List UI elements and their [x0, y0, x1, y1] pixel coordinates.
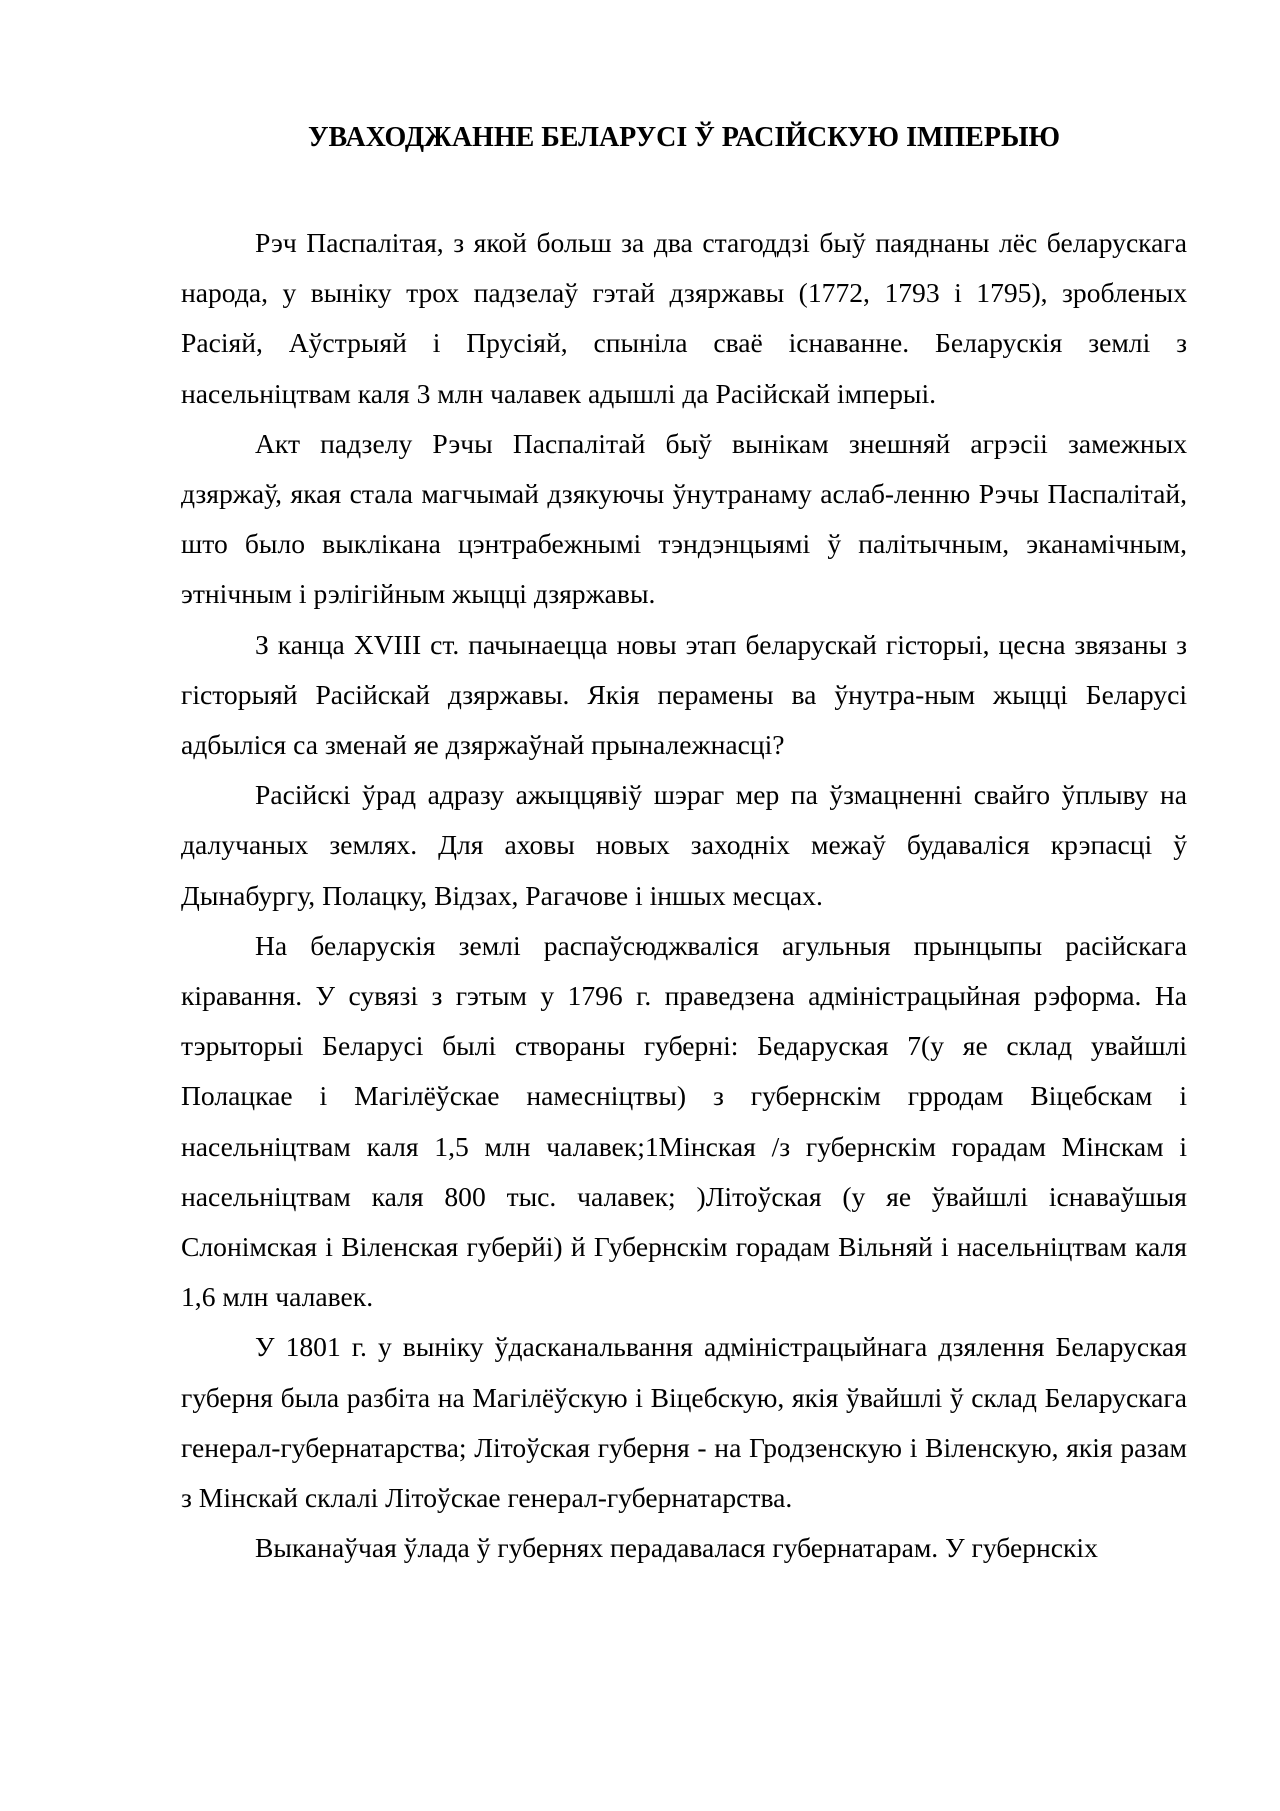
paragraph-5: На беларускія землі распаўсюджваліся агульныя прынцыпы расійскага кіравання. У сувязі з гэтым у 1796 г. праведзена адміністрацыйная рэформа. На тэрыторыі Беларусі былі створаны губерні: Бедаруская 7(у яе склад увайшлі Полацкае і Магілёўскае намесніцтвы) з губернскім грродам Віцебскам і насельніцтвам каля 1,5 млн чалавек;1Мінская /з губернскім горадам Мінскам і насельніцтвам каля 800 тыс. чалавек; )Літоўская (у яе ўвайшлі існаваўшыя Слонімская і Віленская губерйі) й Губернскім горадам Вільняй і насельніцтвам каля 1,6 млн чалавек. — [181, 929, 1187, 1313]
document-title: УВАХОДЖАННЕ БЕЛАРУСІ Ў РАСІЙСКУЮ ІМПЕРЫЮ — [308, 122, 1060, 153]
paragraph-6: У 1801 г. у выніку ўдасканальвання адміністрацыйнага дзялення Беларуская губерня была разбіта на Магілёўскую і Віцебскую, якія ўвайшлі ў склад Беларускага генерал-губернатарства; Літоўская губерня - на Гродзенскую і Віленскую, якія разам з Мінскай склалі Літоўскае генерал-губернатарства. — [181, 1331, 1187, 1514]
document-body — [181, 218, 1187, 1573]
paragraph-3: З канца XVIII ст. пачынаецца новы этап беларускай гісторыі, цесна звязаны з гісторыяй Расійскай дзяржавы. Якія перамены ва ўнутра-ным жыцці Беларусі адбыліся са зменай яе дзяржаўнай прыналежнасці? — [181, 628, 1187, 761]
paragraph-2: Акт падзелу Рэчы Паспалітай быў вынікам знешняй агрэсіі замежных дзяржаў, якая стала магчымай дзякуючы ўнутранаму аслаб-ленню Рэчы Паспалітай, што было выклікана цэнтрабежнымі тэндэнцыямі ў палітычным, эканамічным, этнічным і рэлігійным жыцці дзяржавы. — [181, 427, 1187, 610]
paragraph-7: Выканаўчая ўлада ў губернях перадавалася губернатарам. У губернскіх — [255, 1532, 1098, 1564]
paragraph-4: Расійскі ўрад адразу ажыццявіў шэраг мер па ўзмацненні свайго ўплыву на далучаных землях. Для аховы новых заходніх межаў будаваліся крэпасці ў Дынабургу, Полацку, Відзах, Рагачове і іншых месцах. — [181, 779, 1187, 911]
paragraph-1: Рэч Паспалітая, з якой больш за два стагоддзі быў паяднаны лёс беларускага народа, у выніку трох падзелаў гэтай дзяржавы (1772, 1793 і 1795), зробленых Расіяй, Аўстрыяй і Прусіяй, спыніла сваё існаванне. Беларускія землі з насельніцтвам каля 3 млн чалавек адышлі да Расійскай імперыі. — [181, 227, 1187, 409]
